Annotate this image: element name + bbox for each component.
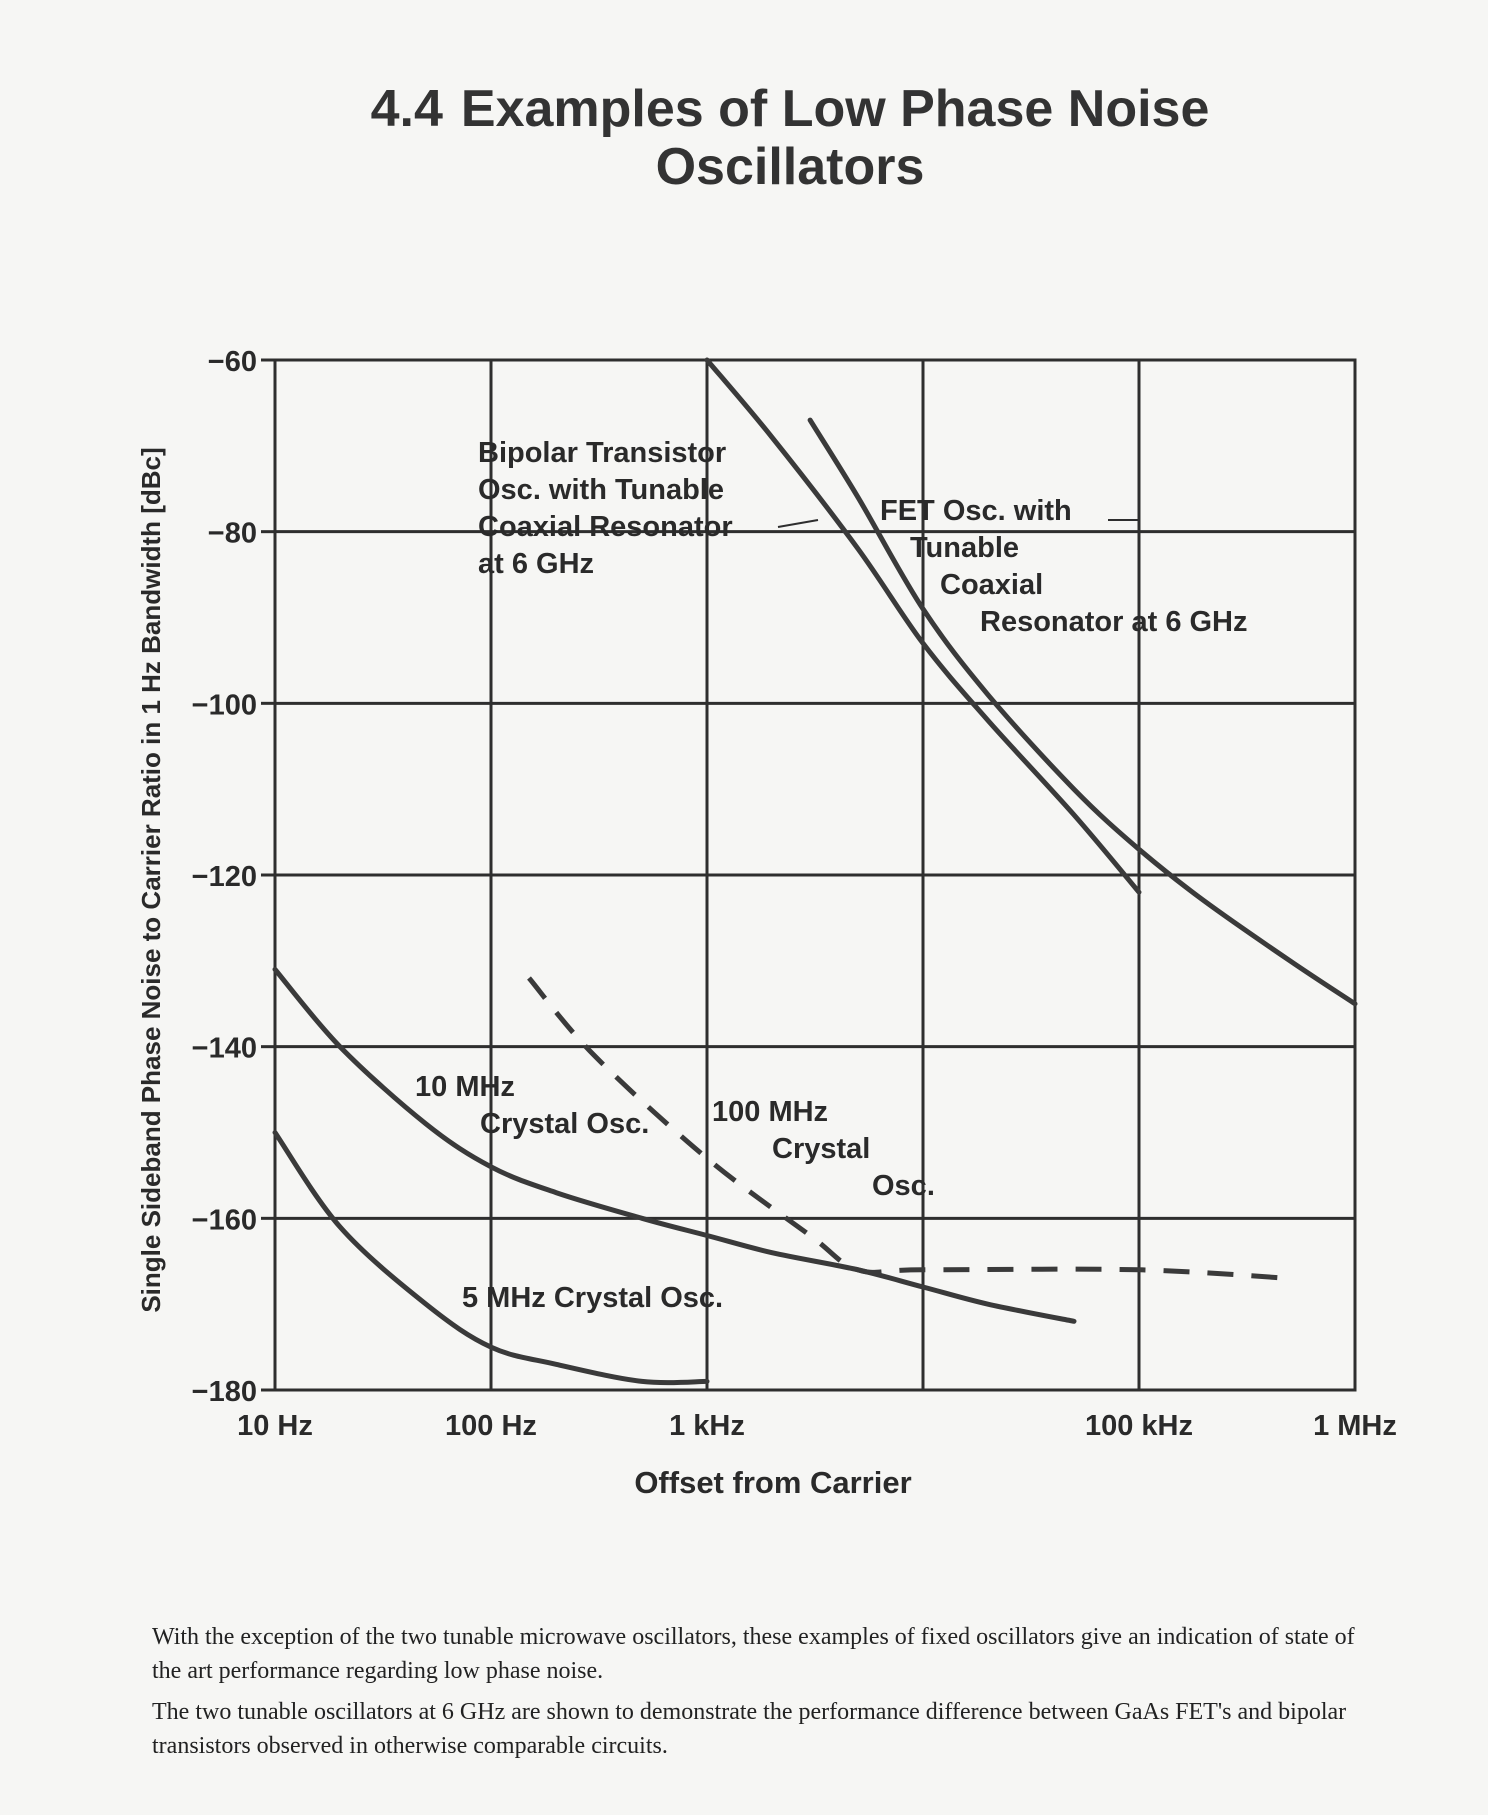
- bipolar-leader: [778, 520, 818, 527]
- x-tick-label: 100 Hz: [445, 1410, 537, 1442]
- y-axis-label: Single Sideband Phase Noise to Carrier Ratio in 1 Hz Bandwidth [dBc]: [136, 447, 166, 1313]
- x-tick-label: 1 kHz: [669, 1410, 745, 1442]
- y-tick-label: −140: [191, 1032, 257, 1065]
- x-tick-label: 1 MHz: [1313, 1410, 1397, 1442]
- y-tick-label: −180: [191, 1376, 257, 1408]
- chart-ticks: [192, 346, 1397, 1442]
- y-tick-label: −100: [191, 689, 257, 722]
- y-tick-label: −60: [207, 346, 257, 378]
- chart-series: [275, 360, 1355, 1383]
- title-line-2: Oscillators: [655, 138, 925, 196]
- y-tick-label: −120: [191, 861, 257, 893]
- annotation-fet: FET Osc. with Tunable Coaxial Resonator at 6 GHz: [880, 495, 1248, 638]
- annotation-xtal100: 100 MHz CrystalOsc.: [712, 1096, 935, 1202]
- title-line-1: Examples of Low Phase Noise: [460, 80, 1210, 138]
- x-tick-label: 10 Hz: [237, 1410, 313, 1442]
- section-number: 4.4: [370, 80, 443, 138]
- y-tick-label: −80: [207, 517, 257, 550]
- caption-paragraph-2: The two tunable oscillators at 6 GHz are shown to demonstrate the performance difference between GaAs FET's and bipolar transistors observed in otherwise comparable circuits.: [152, 1699, 1347, 1759]
- x-axis-label: Offset from Carrier: [634, 1465, 912, 1500]
- annotation-bipolar: Bipolar Transistor Osc. with Tunable Coaxial Resonator at 6 GHz: [478, 437, 733, 580]
- annotation-xtal10: 10 MHz Crystal Osc.: [415, 1071, 650, 1140]
- x-tick-label: 100 kHz: [1084, 1410, 1194, 1442]
- chart-grid: [261, 360, 1355, 1390]
- annotation-xtal5: 5 MHz Crystal Osc.: [462, 1282, 724, 1314]
- caption-paragraph-1: With the exception of the two tunable microwave oscillators, these examples of fixed oscillators give an indication of state of the art performance regarding low phase noise.: [152, 1624, 1355, 1684]
- y-tick-label: −160: [191, 1204, 257, 1237]
